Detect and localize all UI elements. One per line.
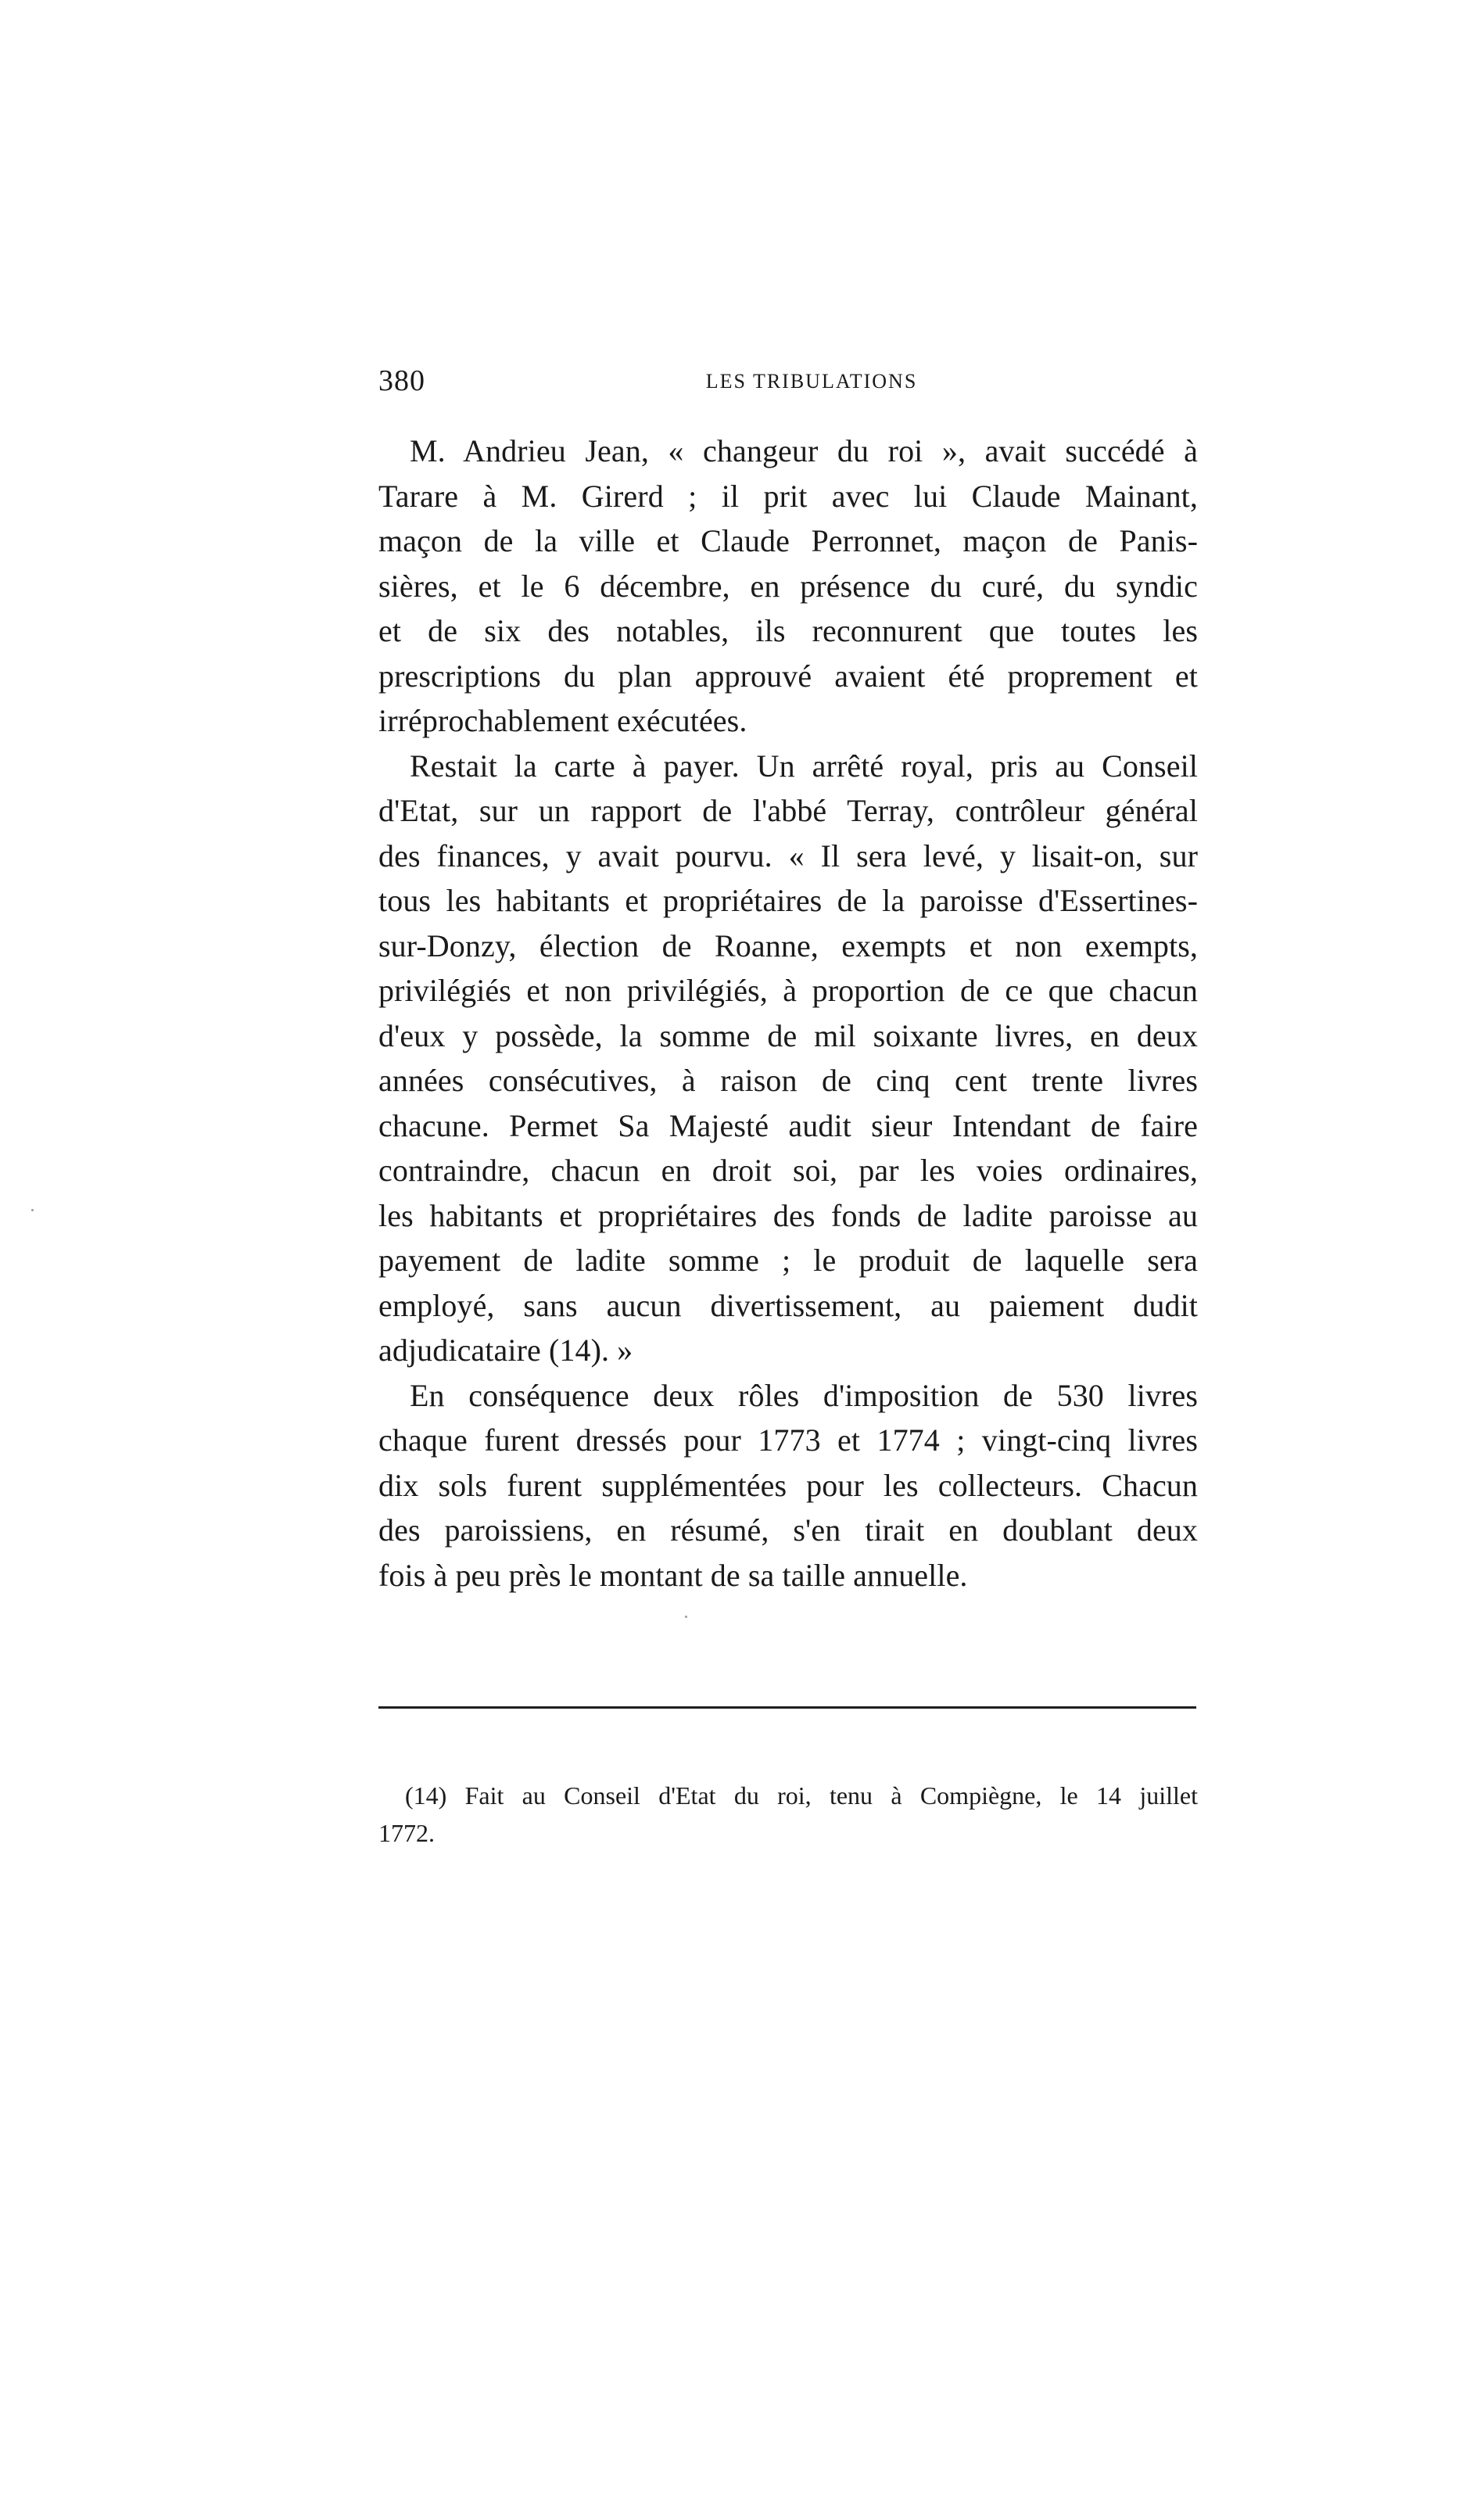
text-line: maçon de la ville et Claude Perronnet, maçon de Panis-	[378, 523, 1198, 558]
text-line: irréprochablement exécutées.	[378, 703, 747, 738]
text-line: Tarare à M. Girerd ; il prit avec lui Claude Mainant,	[378, 478, 1198, 514]
text-line: dix sols furent supplémentées pour les collecteurs. Chacun	[378, 1467, 1198, 1503]
footnotes	[378, 1777, 1198, 1852]
running-title: LES TRIBULATIONS	[705, 370, 918, 393]
text-line: des paroissiens, en résumé, s'en tirait en doublant deux	[378, 1512, 1198, 1548]
text-line: privilégiés et non privilégiés, à proportion de ce que chacun	[378, 973, 1198, 1008]
text-line: sur-Donzy, élection de Roanne, exempts et non exempts,	[378, 927, 1198, 963]
paragraph	[378, 429, 1198, 744]
text-line: tous les habitants et propriétaires de la paroisse d'Essertines-	[378, 883, 1198, 918]
running-head	[378, 361, 1198, 400]
text-line: prescriptions du plan approuvé avaient été proprement et	[378, 658, 1198, 694]
body-text	[378, 429, 1198, 1598]
scan-speck	[685, 1616, 687, 1618]
page-number: 380	[378, 364, 425, 397]
text-line: d'Etat, sur un rapport de l'abbé Terray, contrôleur général	[378, 793, 1198, 828]
text-line: adjudicataire (14). »	[378, 1333, 633, 1368]
footnote	[378, 1777, 1198, 1852]
text-line: chaque furent dressés pour 1773 et 1774 ; vingt-cinq livres	[378, 1422, 1198, 1458]
text-line: M. Andrieu Jean, « changeur du roi », avait succédé à	[410, 433, 1198, 468]
text-line: des finances, y avait pourvu. « Il sera levé, y lisait-on, sur	[378, 838, 1198, 873]
text-line: les habitants et propriétaires des fonds de ladite paroisse au	[378, 1197, 1198, 1233]
text-line: d'eux y possède, la somme de mil soixante livres, en deux	[378, 1017, 1198, 1053]
footnote-line: 1772.	[378, 1819, 435, 1847]
footnote-line: (14) Fait au Conseil d'Etat du roi, tenu à Compiègne, le 14 juillet	[405, 1781, 1198, 1810]
text-line: et de six des notables, ils reconnurent que toutes les	[378, 613, 1198, 648]
text-line: payement de ladite somme ; le produit de laquelle sera	[378, 1243, 1198, 1278]
paragraph	[378, 1373, 1198, 1598]
text-line: contraindre, chacun en droit soi, par les voies ordinaires,	[378, 1153, 1198, 1188]
text-line: fois à peu près le montant de sa taille annuelle.	[378, 1557, 968, 1593]
text-line: Restait la carte à payer. Un arrêté royal, pris au Conseil	[410, 748, 1198, 784]
text-line: chacune. Permet Sa Majesté audit sieur Intendant de faire	[378, 1107, 1198, 1143]
text-line: années consécutives, à raison de cinq cent trente livres	[378, 1063, 1198, 1098]
footnote-divider	[378, 1706, 1196, 1709]
text-line: En conséquence deux rôles d'imposition de 530 livres	[410, 1377, 1198, 1413]
text-line: employé, sans aucun divertissement, au paiement dudit	[378, 1287, 1198, 1323]
scan-speck	[31, 1209, 34, 1211]
paragraph	[378, 744, 1198, 1373]
text-line: sières, et le 6 décembre, en présence du curé, du syndic	[378, 568, 1198, 604]
